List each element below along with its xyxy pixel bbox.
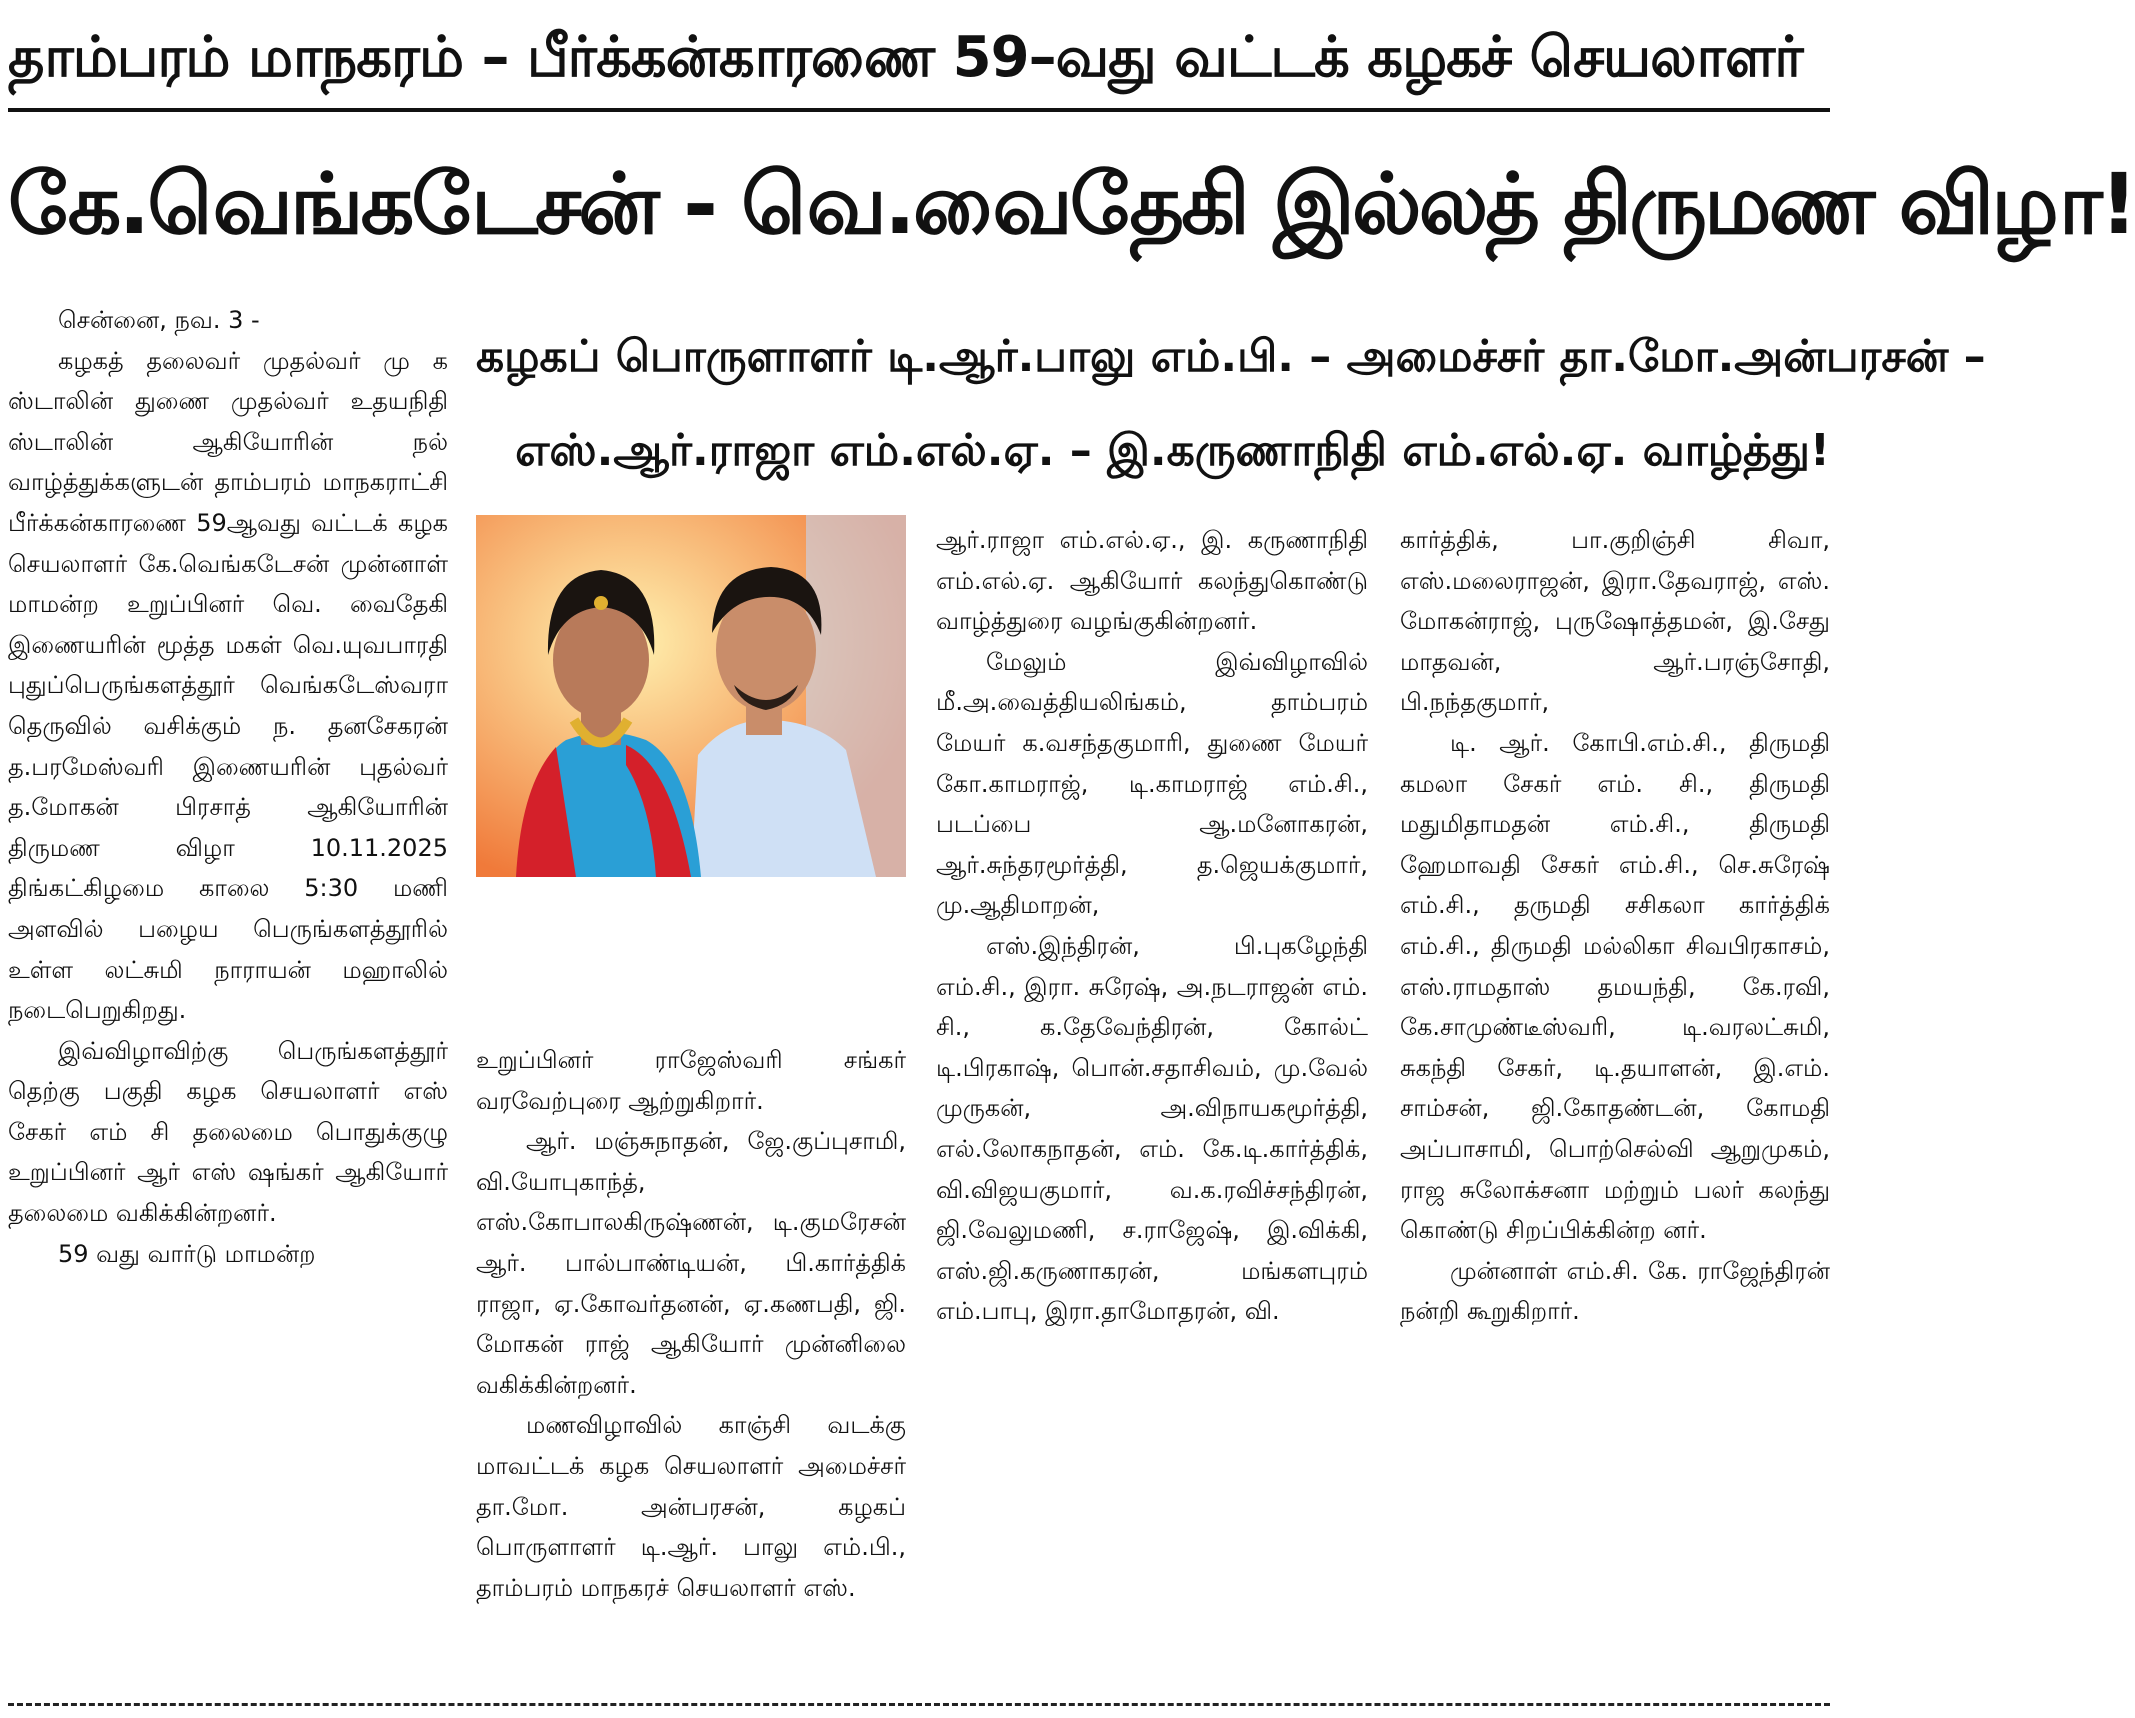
paragraph: மணவிழாவில் காஞ்சி வடக்கு மாவட்டக் கழக செயலாளர் அமைச்சர் தா.மோ. அன்பரசன், கழகப் பொருளாளர் டி.ஆர். பாலு எம்.பி., தாம்பரம் மாநகரச் செயலாளர் எஸ்.: [476, 1411, 906, 1602]
paragraph: ஆர். மஞ்சுநாதன், ஜே.குப்புசாமி, வி.யோபுகாந்த், எஸ்.கோபாலகிருஷ்ணன், டி.குமரேசன் ஆர். பால்பாண்டியன், பி.கார்த்திக் ராஜா, ஏ.கோவர்தனன், ஏ.கணபதி, ஜி. மோகன் ராஜ் ஆகியோர் முன்னிலை வகிக்கின்றனர்.: [476, 1127, 906, 1399]
paragraph: இவ்விழாவிற்கு பெருங்களத்தூர் தெற்கு பகுதி கழக செயலாளர் எஸ் சேகர் எம் சி தலைமை பொதுக்குழு உறுப்பினர் ஆர் எஸ் ஷங்கர் ஆகியோர் தலைமை வகிக்கின்றனர்.: [8, 1036, 448, 1228]
paragraph: டி. ஆர். கோபி.எம்.சி., திருமதி கமலா சேகர் எம். சி., திருமதி மதுமிதாமதன் எம்.சி., திருமதி ஹேமாவதி சேகர் எம்.சி., செ.சுரேஷ் எம்.சி., தருமதி சசிகலா கார்த்திக் எம்.சி., திருமதி மல்லிகா சிவபிரகாசம், எஸ்.ராமதாஸ் தமயந்தி, கே.ரவி, கே.சாமுண்டீஸ்வரி, டி.வரலட்சுமி, சுகந்தி சேகர், டி.தயாளன், இ.எம். சாம்சன், ஜி.கோதண்டன், கோமதி அப்பாசாமி, பொற்செல்வி ஆறுமுகம், ராஜ சுலோக்சனா மற்றும் பலர் கலந்து கொண்டு சிறப்பிக்கின்ற னர்.: [1400, 728, 1830, 1245]
couple-photo: [476, 515, 906, 877]
subheadline-line-1: கழகப் பொருளாளர் டி.ஆர்.பாலு எம்.பி. – அமைச்சர் தா.மோ.அன்பரசன் –: [476, 331, 1986, 382]
bride-tikka: [594, 596, 608, 610]
paragraph: எஸ்.இந்திரன், பி.புகழேந்தி எம்.சி., இரா. சுரேஷ், அ.நடராஜன் எம். சி., க.தேவேந்திரன், கோல்ட் டி.பிரகாஷ், பொன்.சதாசிவம், மு.வேல் முருகன், அ.விநாயகமூர்த்தி, எல்.லோகநாதன், எம். கே.டி.கார்த்திக், வி.விஜயகுமார், வ.க.ரவிச்சந்திரன், ஜி.வேலுமணி, ச.ராஜேஷ், இ.விக்கி, எஸ்.ஜி.கருணாகரன், மங்களபுரம் எம்.பாபு, இரா.தாமோதரன், வி.: [936, 931, 1368, 1326]
main-headline: கே.வெங்கடேசன் - வெ.வைதேகி இல்லத் திருமண விழா!: [8, 155, 2135, 253]
subheadline: [476, 310, 1986, 500]
paragraph: முன்னாள் எம்.சி. கே. ராஜேந்திரன் நன்றி கூறுகிறார்.: [1400, 1256, 1830, 1326]
article-column-3: [936, 520, 1368, 1695]
paragraph: மேலும் இவ்விழாவில் மீ.அ.வைத்தியலிங்கம், தாம்பரம் மேயர் க.வசந்தகுமாரி, துணை மேயர் கோ.காமராஜ், டி.காமராஜ் எம்.சி., படப்பை ஆ.மனோகரன், ஆர்.சுந்தரமூர்த்தி, த.ஜெயக்குமார், மு.ஆதிமாறன்,: [936, 647, 1368, 920]
paragraph: கார்த்திக், பா.குறிஞ்சி சிவா, எஸ்.மலைராஜன், இரா.தேவராஜ், எஸ். மோகன்ராஜ், புருஷோத்தமன், இ.சேது மாதவன், ஆர்.பரஞ்சோதி, பி.நந்தகுமார்,: [1400, 526, 1830, 717]
article-column-4: [1400, 520, 1830, 1695]
paragraph: ஆர்.ராஜா எம்.எல்.ஏ., இ. கருணாநிதி எம்.எல்.ஏ. ஆகியோர் கலந்துகொண்டு வாழ்த்துரை வழங்குகின்றனர்.: [936, 526, 1368, 636]
paragraph: கழகத் தலைவர் முதல்வர் மு க ஸ்டாலின் துணை முதல்வர் உதயநிதி ஸ்டாலின் ஆகியோரின் நல் வாழ்த்துக்களுடன் தாம்பரம் மாநகராட்சி பீர்க்கன்காரணை 59ஆவது வட்டக் கழக செயலாளர் கே.வெங்கடேசன் முன்னாள் மாமன்ற உறுப்பினர் வெ. வைதேகி இணையரின் மூத்த மகள் வெ.யுவபாரதி புதுப்பெருங்களத்தூர் வெங்கடேஸ்வரா தெருவில் வசிக்கும் ந. தனசேகரன் த.பரமேஸ்வரி இணையரின் புதல்வர் த.மோகன் பிரசாத் ஆகியோரின் திருமண விழா 10.11.2025 திங்கட்கிழமை காலை 5:30 மணி அளவில் பழைய பெருங்களத்தூரில் உள்ள லட்சுமி நாராயன் மஹாலில் நடைபெறுகிறது.: [8, 346, 448, 1025]
article-column-2: [476, 1040, 906, 1695]
subheadline-line-2: எஸ்.ஆர்.ராஜா எம்.எல்.ஏ. – இ.கருணாநிதி எம்.எல்.ஏ. வாழ்த்து!: [515, 425, 1830, 476]
paragraph: உறுப்பினர் ராஜேஸ்வரி சங்கர் வரவேற்புரை ஆற்றுகிறார்.: [476, 1046, 906, 1115]
dateline: சென்னை, நவ. 3 -: [58, 306, 260, 334]
article-column-1: [8, 300, 448, 1692]
bottom-dashed-rule: [8, 1703, 1830, 1706]
top-rule: [8, 108, 1830, 112]
kicker-headline: தாம்பரம் மாநகரம் – பீர்க்கன்காரணை 59–வது வட்டக் கழகச் செயலாளர்: [8, 25, 1803, 90]
paragraph: 59 வது வார்டு மாமன்ற: [58, 1239, 316, 1268]
couple-photo-illustration: [476, 515, 906, 877]
